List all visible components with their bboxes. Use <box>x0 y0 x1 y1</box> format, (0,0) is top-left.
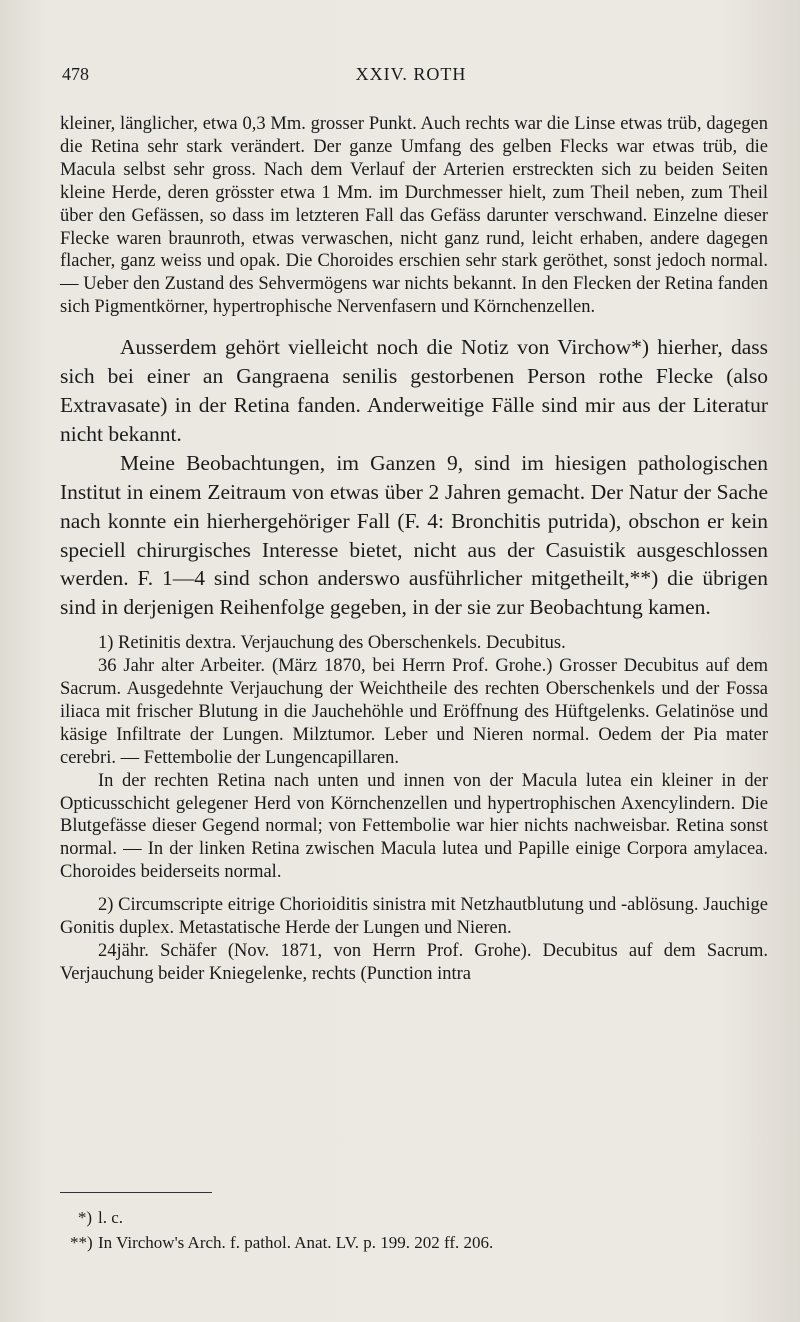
page-number: 478 <box>62 64 89 84</box>
case-1-heading: 1) Retinitis dextra. Verjauchung des Oberschenkels. Decubitus. <box>98 633 566 654</box>
paragraph-own-observations: Meine Beobachtungen, im Ganzen 9, sind im hiesigen pathologischen Institut in einem Zeitraum von etwas über 2 Jahren gemacht. Der Natur der Sache nach konnte ein hierhergehöriger Fall (F. 4: Bronchitis putrida), obschon er kein speciell chirurgisches Interesse bietet, nicht aus der Casuistik ausgeschlossen werden. F. 1—4 sind schon anderswo ausführlicher mitgetheilt,**) die übrigen sind in derjenigen Reihenfolge gegeben, in der sie zur Beobachtung kamen. <box>60 450 768 620</box>
footnote-2-mark: **) <box>70 1233 93 1252</box>
running-head: XXIV. ROTH <box>355 64 467 84</box>
footnote-1-mark: *) <box>77 1208 92 1227</box>
footnote-2-text: In Virchow's Arch. f. pathol. Anat. LV. p. 199. 202 ff. 206. <box>98 1233 494 1252</box>
case-2-history: 24jähr. Schäfer (Nov. 1871, von Herrn Prof. Grohe). Decubitus auf dem Sacrum. Verjauchung beider Kniegelenke, rechts (Punction intra <box>60 941 768 984</box>
footnote-1-text: l. c. <box>98 1208 124 1227</box>
case-1-retina-findings: In der rechten Retina nach unten und innen von der Macula lutea ein kleiner in der Opticusschicht gelegener Herd von Körnchenzellen und hypertrophischen Axencylindern. Die Blutgefässe dieser Gegend normal; von Fettembolie war hier nichts nachweisbar. Retina sonst normal. — In der linken Retina zwischen Macula lutea und Papille einige Corpora amylacea. Choroides beiderseits normal. <box>60 770 768 883</box>
paragraph-continuation: kleiner, länglicher, etwa 0,3 Mm. grosser Punkt. Auch rechts war die Linse etwas trüb, dagegen die Retina sehr stark verändert. Der ganze Umfang des gelben Flecks war etwas trüb, die Macula selbst sehr gross. Nach dem Verlauf der Arterien erstreckten sich zu beiden Seiten kleine Herde, deren grösster etwa 1 Mm. im Durchmesser hielt, zum Theil neben, zum Theil über den Gefässen, so dass im letzteren Fall das Gefäss darunter verschwand. Einzelne dieser Flecke waren braunroth, etwas verwaschen, nicht ganz rund, leicht erhaben, andere dagegen flacher, ganz weiss und opak. Die Choroides erschien sehr stark geröthet, sonst jedoch normal. — Ueber den Zustand des Sehvermögens war nichts bekannt. In den Flecken der Retina fanden sich Pigmentkörner, hypertrophische Nervenfasern und Körnchenzellen. <box>60 114 768 318</box>
case-1-history: 36 Jahr alter Arbeiter. (März 1870, bei Herrn Prof. Grohe.) Grosser Decubitus auf dem Sacrum. Ausgedehnte Verjauchung der Weichtheile des rechten Oberschenkels und der Fossa iliaca mit frischer Blutung in die Jauchehöhle und Eröffnung des Hüftgelenks. Gelatinöse und käsige Infiltrate der Lungen. Milztumor. Leber und Nieren normal. Oedem der Pia mater cerebri. — Fettembolie der Lungencapillaren. <box>60 656 768 768</box>
page-header <box>62 64 760 88</box>
footnote-2 <box>70 1230 750 1255</box>
footnote-1 <box>70 1205 750 1230</box>
case-2-heading: 2) Circumscripte eitrige Chorioiditis sinistra mit Netzhautblutung und -ablösung. Jauchige Gonitis duplex. Metastatische Herde der Lungen und Nieren. <box>60 895 768 939</box>
footnotes <box>70 1205 750 1255</box>
body-text <box>60 113 768 986</box>
paragraph-virchow-note: Ausserdem gehört vielleicht noch die Notiz von Virchow*) hierher, dass sich bei einer an Gangraena senilis gestorbenen Person rothe Flecke (also Extravasate) in der Retina fanden. Anderweitige Fälle sind mir aus der Literatur nicht bekannt. <box>60 335 768 446</box>
footnote-divider <box>60 1192 212 1193</box>
